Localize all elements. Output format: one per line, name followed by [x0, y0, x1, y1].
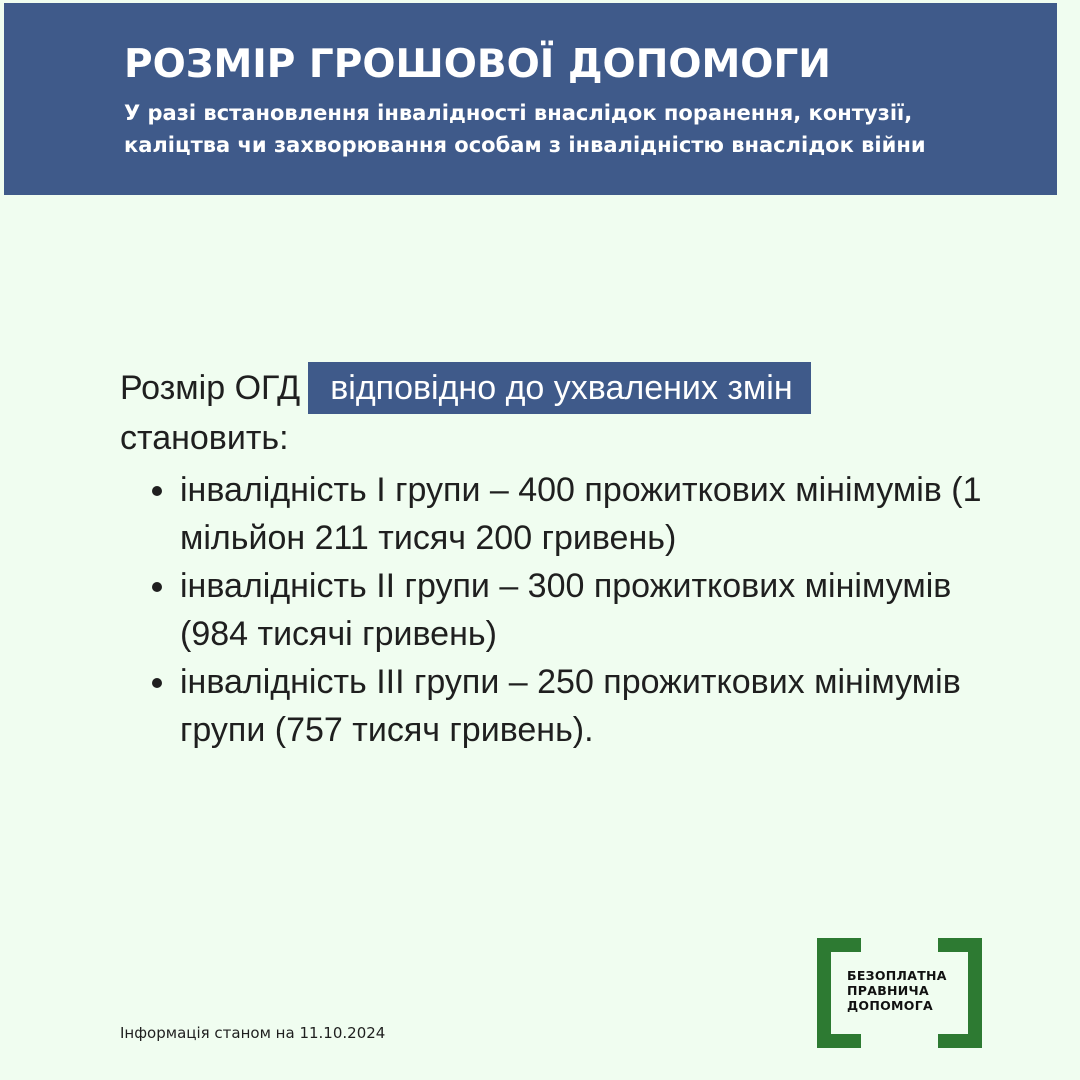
page-title: РОЗМІР ГРОШОВОЇ ДОПОМОГИ — [124, 42, 831, 87]
list-item — [120, 562, 1020, 658]
bullet-icon — [152, 678, 162, 688]
intro-highlight: відповідно до ухвалених змін — [308, 362, 810, 414]
bullet-icon — [152, 582, 162, 592]
date-note: Інформація станом на 11.10.2024 — [120, 1024, 386, 1042]
bullet-icon — [152, 486, 162, 496]
list-item-text: інвалідність ІІІ групи – 250 прожиткових мінімумів групи (757 тисяч гривень). — [180, 663, 961, 749]
logo-line-1: БЕЗОПЛАТНА — [847, 968, 947, 983]
intro-paragraph — [120, 362, 1020, 462]
intro-suffix: становить: — [120, 419, 289, 457]
intro-prefix: Розмір ОГД — [120, 369, 301, 407]
list-item — [120, 658, 1020, 754]
list-item — [120, 466, 1020, 562]
list-item-text: інвалідність ІІ групи – 300 прожиткових мінімумів (984 тисячі гривень) — [180, 567, 952, 653]
logo-text — [847, 968, 967, 1013]
free-legal-aid-logo — [817, 938, 982, 1048]
logo-line-3: ДОПОМОГА — [847, 998, 933, 1013]
logo-line-2: ПРАВНИЧА — [847, 983, 929, 998]
header-banner — [4, 3, 1057, 195]
main-content — [120, 362, 1020, 754]
benefit-list — [120, 466, 1020, 754]
page-subtitle: У разі встановлення інвалідності внаслідок поранення, контузії, каліцтва чи захворювання особам з інвалідністю внаслідок війни — [124, 101, 926, 157]
list-item-text: інвалідність І групи – 400 прожиткових мінімумів (1 мільйон 211 тисяч 200 гривень) — [180, 471, 982, 557]
